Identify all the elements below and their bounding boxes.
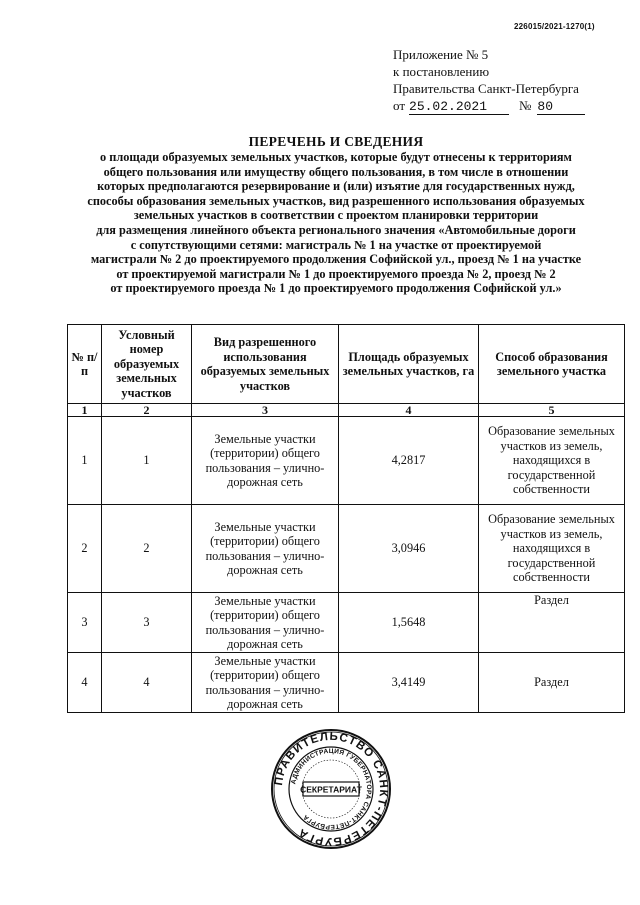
subtitle-line: для размещения линейного объекта регионального значения «Автомобильные дороги	[96, 222, 576, 237]
row-use: Земельные участки (территории) общего пользования – улично-дорожная сеть	[192, 593, 339, 653]
seal-outer-text: ПРАВИТЕЛЬСТВО САНКТ-ПЕТЕРБУРГА	[272, 730, 390, 848]
subtitle-line: которых предполагаются резервирование и (или) изъятие для государственных нужд,	[97, 179, 575, 194]
document-id: 226015/2021-1270(1)	[514, 22, 595, 31]
row-area: 3,0946	[339, 505, 479, 593]
column-number: 1	[68, 404, 102, 417]
date-label: от	[393, 98, 406, 113]
number-label: №	[519, 98, 532, 113]
subtitle-line: общего пользования или имуществу общего пользования, в том числе в отношении	[103, 164, 569, 179]
official-seal	[270, 728, 392, 850]
subtitle-line: от проектируемого проезда № 1 до проектируемого продолжения Софийской ул.»	[110, 281, 562, 296]
column-number-row	[68, 404, 625, 417]
appendix-line-1: Приложение № 5	[393, 47, 489, 62]
row-number: 4	[68, 653, 102, 713]
column-number: 3	[192, 404, 339, 417]
row-area: 3,4149	[339, 653, 479, 713]
land-plots-table	[67, 324, 625, 713]
row-use: Земельные участки (территории) общего пользования – улично-дорожная сеть	[192, 505, 339, 593]
header-code: Условный номер образуемых земельных участков	[102, 325, 192, 404]
table-row	[68, 593, 625, 653]
seal-inner-text: АДМИНИСТРАЦИЯ ГУБЕРНАТОРА САНКТ-ПЕТЕРБУРГА	[290, 747, 373, 831]
subtitle-line: о площади образуемых земельных участков, которые будут отнесены к территориям	[100, 150, 572, 164]
row-number: 3	[68, 593, 102, 653]
row-use: Земельные участки (территории) общего пользования – улично-дорожная сеть	[192, 653, 339, 713]
appendix-line-3: Правительства Санкт-Петербурга	[393, 81, 579, 96]
row-code: 2	[102, 505, 192, 593]
number-value: 80	[537, 99, 585, 115]
column-number: 5	[479, 404, 625, 417]
row-area: 4,2817	[339, 417, 479, 505]
row-number: 2	[68, 505, 102, 593]
appendix-block	[393, 46, 585, 115]
row-number: 1	[68, 417, 102, 505]
table-row	[68, 417, 625, 505]
header-use: Вид разрешенного использования образуемых земельных участков	[192, 325, 339, 404]
table-row	[68, 653, 625, 713]
row-method: Раздел	[479, 593, 625, 653]
row-method: Образование земельных участков из земель, находящихся в государственной собственности	[479, 505, 625, 593]
document-title: ПЕРЕЧЕНЬ И СВЕДЕНИЯ	[248, 134, 424, 149]
column-number: 4	[339, 404, 479, 417]
column-number: 2	[102, 404, 192, 417]
subtitle-line: магистрали № 2 до проектируемого продолжения Софийской ул., проезд № 1 на участке	[90, 252, 582, 267]
subtitle-line: от проектируемой магистрали № 1 до проектируемого проезда № 2, проезд № 2	[116, 266, 556, 281]
subtitle-line: способы образования земельных участков, вид разрешенного использования образуемых	[87, 193, 585, 208]
row-method: Раздел	[479, 653, 625, 713]
table-header-row	[68, 325, 625, 404]
seal-graphic	[270, 728, 392, 850]
subtitle-line: земельных участков в соответствии с проектом планировки территории	[133, 208, 539, 223]
row-method: Образование земельных участков из земель, находящихся в государственной собственности	[479, 417, 625, 505]
row-code: 4	[102, 653, 192, 713]
table-row	[68, 505, 625, 593]
row-area: 1,5648	[339, 593, 479, 653]
header-area: Площадь образуемых земельных участков, га	[339, 325, 479, 404]
appendix-date-line	[393, 97, 585, 115]
document-subtitle	[40, 150, 632, 296]
row-use: Земельные участки (территории) общего пользования – улично-дорожная сеть	[192, 417, 339, 505]
header-method: Способ образования земельного участка	[479, 325, 625, 404]
appendix-line-2: к постановлению	[393, 64, 490, 79]
header-number: № п/п	[68, 325, 102, 404]
row-code: 1	[102, 417, 192, 505]
row-code: 3	[102, 593, 192, 653]
date-value: 25.02.2021	[409, 99, 509, 115]
seal-center-text: СЕКРЕТАРИАТ	[300, 784, 362, 795]
subtitle-line: с сопутствующими сетями: магистраль № 1 на участке от проектируемой	[130, 237, 542, 252]
